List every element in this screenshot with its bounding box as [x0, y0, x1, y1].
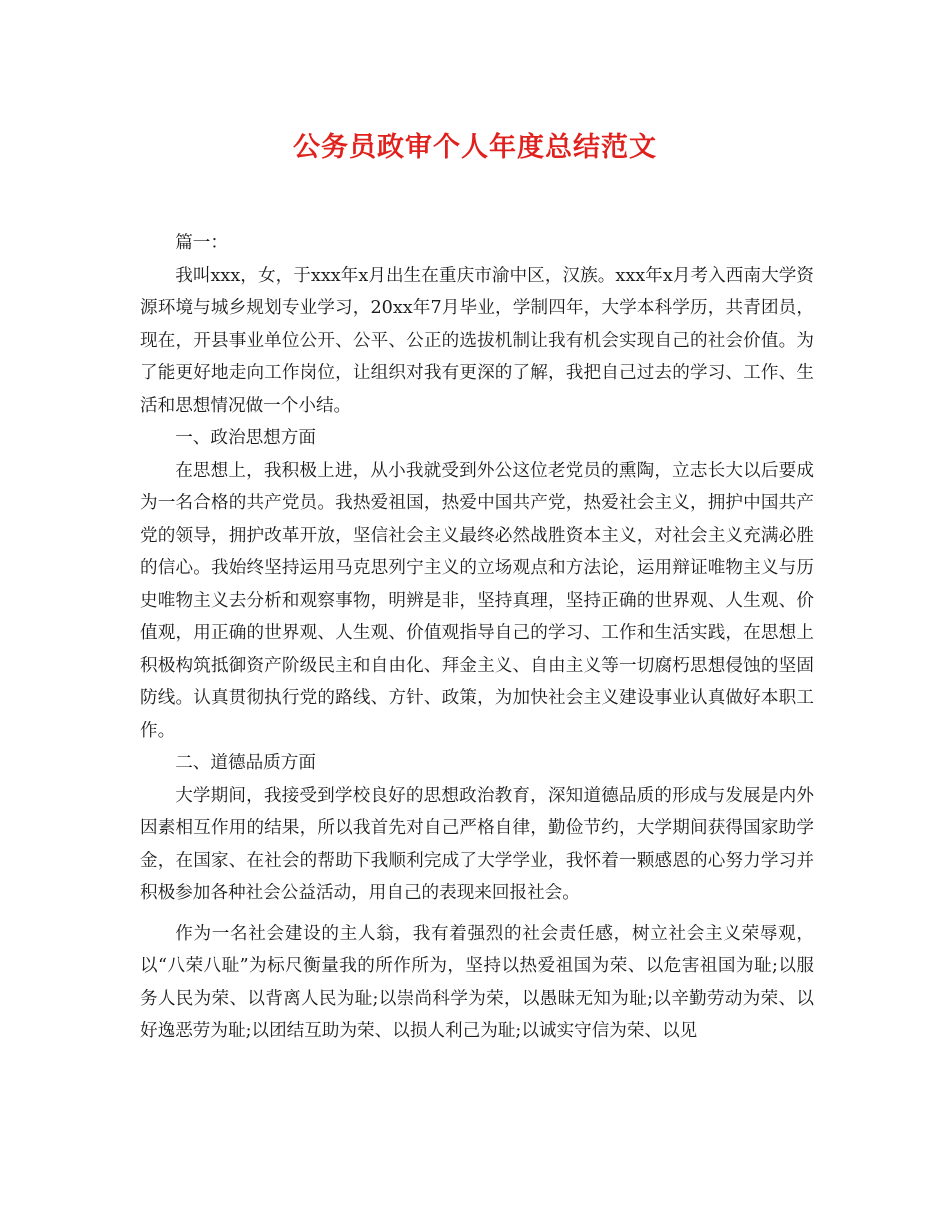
- heading-political-thought: 一、政治思想方面: [175, 428, 316, 448]
- paragraph-political-thought: 在思想上，我积极上进，从小我就受到外公这位老党员的熏陶，立志长大以后要成为一名合格的共产党员。我热爱祖国，热爱中国共产党，热爱社会主义，拥护中国共产党的领导，拥护改革开放，坚信社会主义最终必然战胜资本主义，对社会主义充满必胜的信心。我始终坚持运用马克思列宁主义的立场观点和方法论，运用辩证唯物主义与历史唯物主义去分析和观察事物，明辨是非，坚持真理，坚持正确的世界观、人生观、价值观，用正确的世界观、人生观、价值观指导自己的学习、工作和生活实践，在思想上积极构筑抵御资产阶级民主和自由化、拜金主义、自由主义等一切腐朽思想侵蚀的坚固防线。认真贯彻执行党的路线、方针、政策，为加快社会主义建设事业认真做好本职工作。: [140, 460, 814, 741]
- document-title: 公务员政审个人年度总结范文: [293, 132, 657, 163]
- document-body: [140, 227, 814, 1048]
- paragraph-intro: 我叫xxx，女，于xxx年x月出生在重庆市渝中区，汉族。xxx年x月考入西南大学资源环境与城乡规划专业学习，20xx年7月毕业，学制四年，大学本科学历，共青团员，现在，开县事业单位公开、公平、公正的选拔机制让我有机会实现自己的社会价值。为了能更好地走向工作岗位，让组织对我有更深的了解，我把自己过去的学习、工作、生活和思想情况做一个小结。: [140, 265, 814, 416]
- paragraph-section-label: 篇一：: [175, 233, 228, 253]
- heading-moral-quality: 二、道德品质方面: [175, 753, 316, 773]
- paragraph-moral-quality: 大学期间，我接受到学校良好的思想政治教育，深知道德品质的形成与发展是内外因素相互作用的结果，所以我首先对自己严格自律，勤俭节约，大学期间获得国家助学金，在国家、在社会的帮助下我顺利完成了大学学业，我怀着一颗感恩的心努力学习并积极参加各种社会公益活动，用自己的表现来回报社会。: [140, 785, 814, 903]
- paragraph-social-responsibility: 作为一名社会建设的主人翁，我有着强烈的社会责任感，树立社会主义荣辱观，以“八荣八耻”为标尺衡量我的所作所为，坚持以热爱祖国为荣、以危害祖国为耻;以服务人民为荣、以背离人民为耻;以崇尚科学为荣，以愚昧无知为耻;以辛勤劳动为荣、以好逸恶劳为耻;以团结互助为荣、以损人利己为耻;以诚实守信为荣、以见: [140, 923, 814, 1041]
